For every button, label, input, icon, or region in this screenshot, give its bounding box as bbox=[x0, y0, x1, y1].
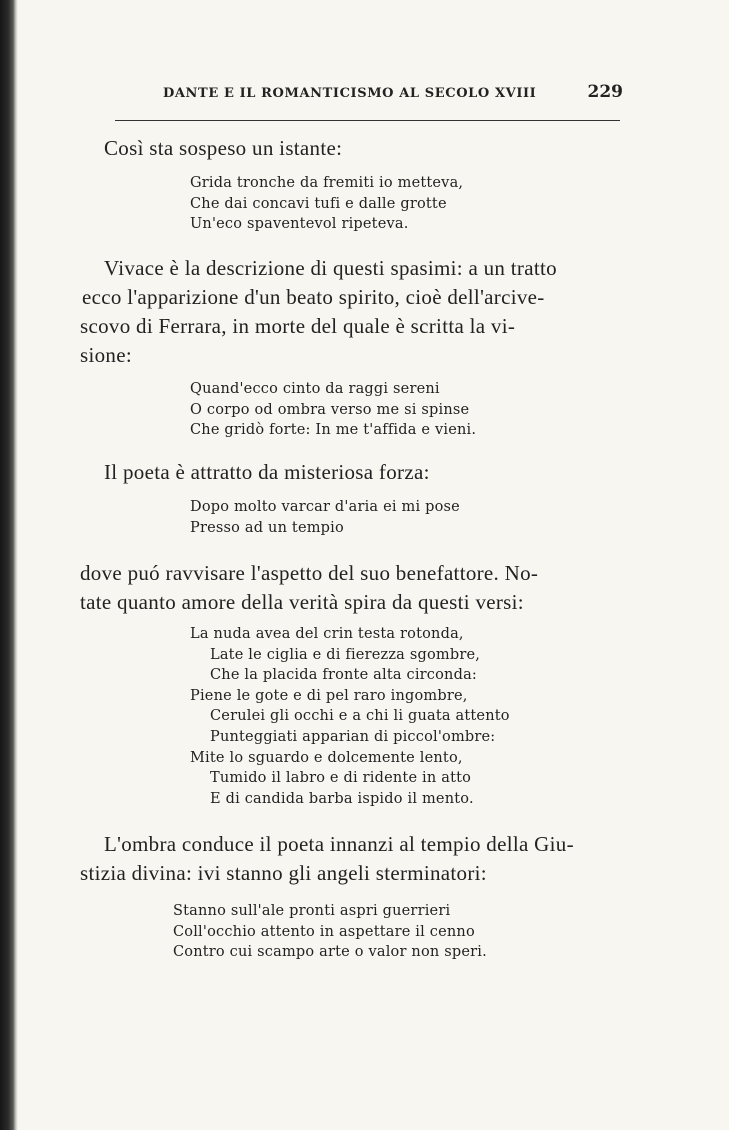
verse-block-4 bbox=[190, 624, 510, 809]
header-rule bbox=[115, 120, 620, 121]
verse-block-2 bbox=[190, 379, 476, 441]
verse-line: Cerulei gli occhi e a chi li guata attento bbox=[210, 708, 510, 725]
paragraph-2-line-3: scovo di Ferrara, in morte del quale è scritta la vi- bbox=[80, 314, 516, 338]
page-number: 229 bbox=[587, 82, 623, 102]
verse-line: Stanno sull'ale pronti aspri guerrieri bbox=[173, 903, 451, 919]
verse-line: Piene le gote e di pel raro ingombre, bbox=[190, 687, 468, 704]
verse-line: Che gridò forte: In me t'affida e vieni. bbox=[190, 422, 477, 439]
paragraph-5-line-1: L'ombra conduce il poeta innanzi al tempio della Giu- bbox=[104, 832, 574, 856]
verse-line: Punteggiati apparian di piccol'ombre: bbox=[210, 728, 496, 745]
verse-line: Contro cui scampo arte o valor non speri. bbox=[173, 944, 487, 961]
book-spine-shadow bbox=[0, 0, 18, 1130]
verse-block-1 bbox=[190, 173, 463, 235]
verse-line: Che la placida fronte alta circonda: bbox=[210, 667, 478, 684]
verse-line: Mite lo sguardo e dolcemente lento, bbox=[190, 749, 463, 766]
paragraph-2-line-1: Vivace è la descrizione di questi spasimi: a un tratto bbox=[104, 256, 557, 280]
paragraph-4-line-2: tate quanto amore della verità spira da questi versi: bbox=[80, 590, 524, 614]
verse-line: Un'eco spaventevol ripeteva. bbox=[190, 216, 409, 233]
paragraph-5-line-2: stizia divina: ivi stanno gli angeli sterminatori: bbox=[80, 861, 487, 885]
verse-line: Quand'ecco cinto da raggi sereni bbox=[190, 381, 440, 397]
verse-line: Tumido il labro e di ridente in atto bbox=[210, 770, 472, 787]
verse-block-5 bbox=[173, 901, 487, 963]
paragraph-4-line-1: dove puó ravvisare l'aspetto del suo benefattore. No- bbox=[80, 561, 539, 585]
verse-line: Che dai concavi tufi e dalle grotte bbox=[190, 195, 447, 212]
verse-line: O corpo od ombra verso me si spinse bbox=[190, 401, 470, 418]
running-header bbox=[163, 80, 623, 106]
verse-line: Dopo molto varcar d'aria ei mi pose bbox=[190, 499, 460, 515]
paragraph-3: Il poeta è attratto da misteriosa forza: bbox=[104, 460, 430, 484]
paragraph-2-line-4: sione: bbox=[80, 343, 132, 367]
paragraph-1: Così sta sospeso un istante: bbox=[104, 136, 343, 160]
verse-line: La nuda avea del crin testa rotonda, bbox=[190, 626, 464, 642]
verse-line: Late le ciglia e di fierezza sgombre, bbox=[210, 646, 481, 663]
verse-line: Presso ad un tempio bbox=[190, 519, 344, 536]
verse-line: Coll'occhio attento in aspettare il cenno bbox=[173, 923, 475, 940]
verse-line: Grida tronche da fremiti io metteva, bbox=[190, 175, 464, 191]
verse-line: E di candida barba ispido il mento. bbox=[210, 790, 474, 807]
paragraph-2-line-2: ecco l'apparizione d'un beato spirito, cioè dell'arcive- bbox=[82, 285, 545, 309]
running-title: DANTE E IL ROMANTICISMO AL SECOLO XVIII bbox=[163, 86, 537, 101]
verse-block-3 bbox=[190, 497, 460, 538]
